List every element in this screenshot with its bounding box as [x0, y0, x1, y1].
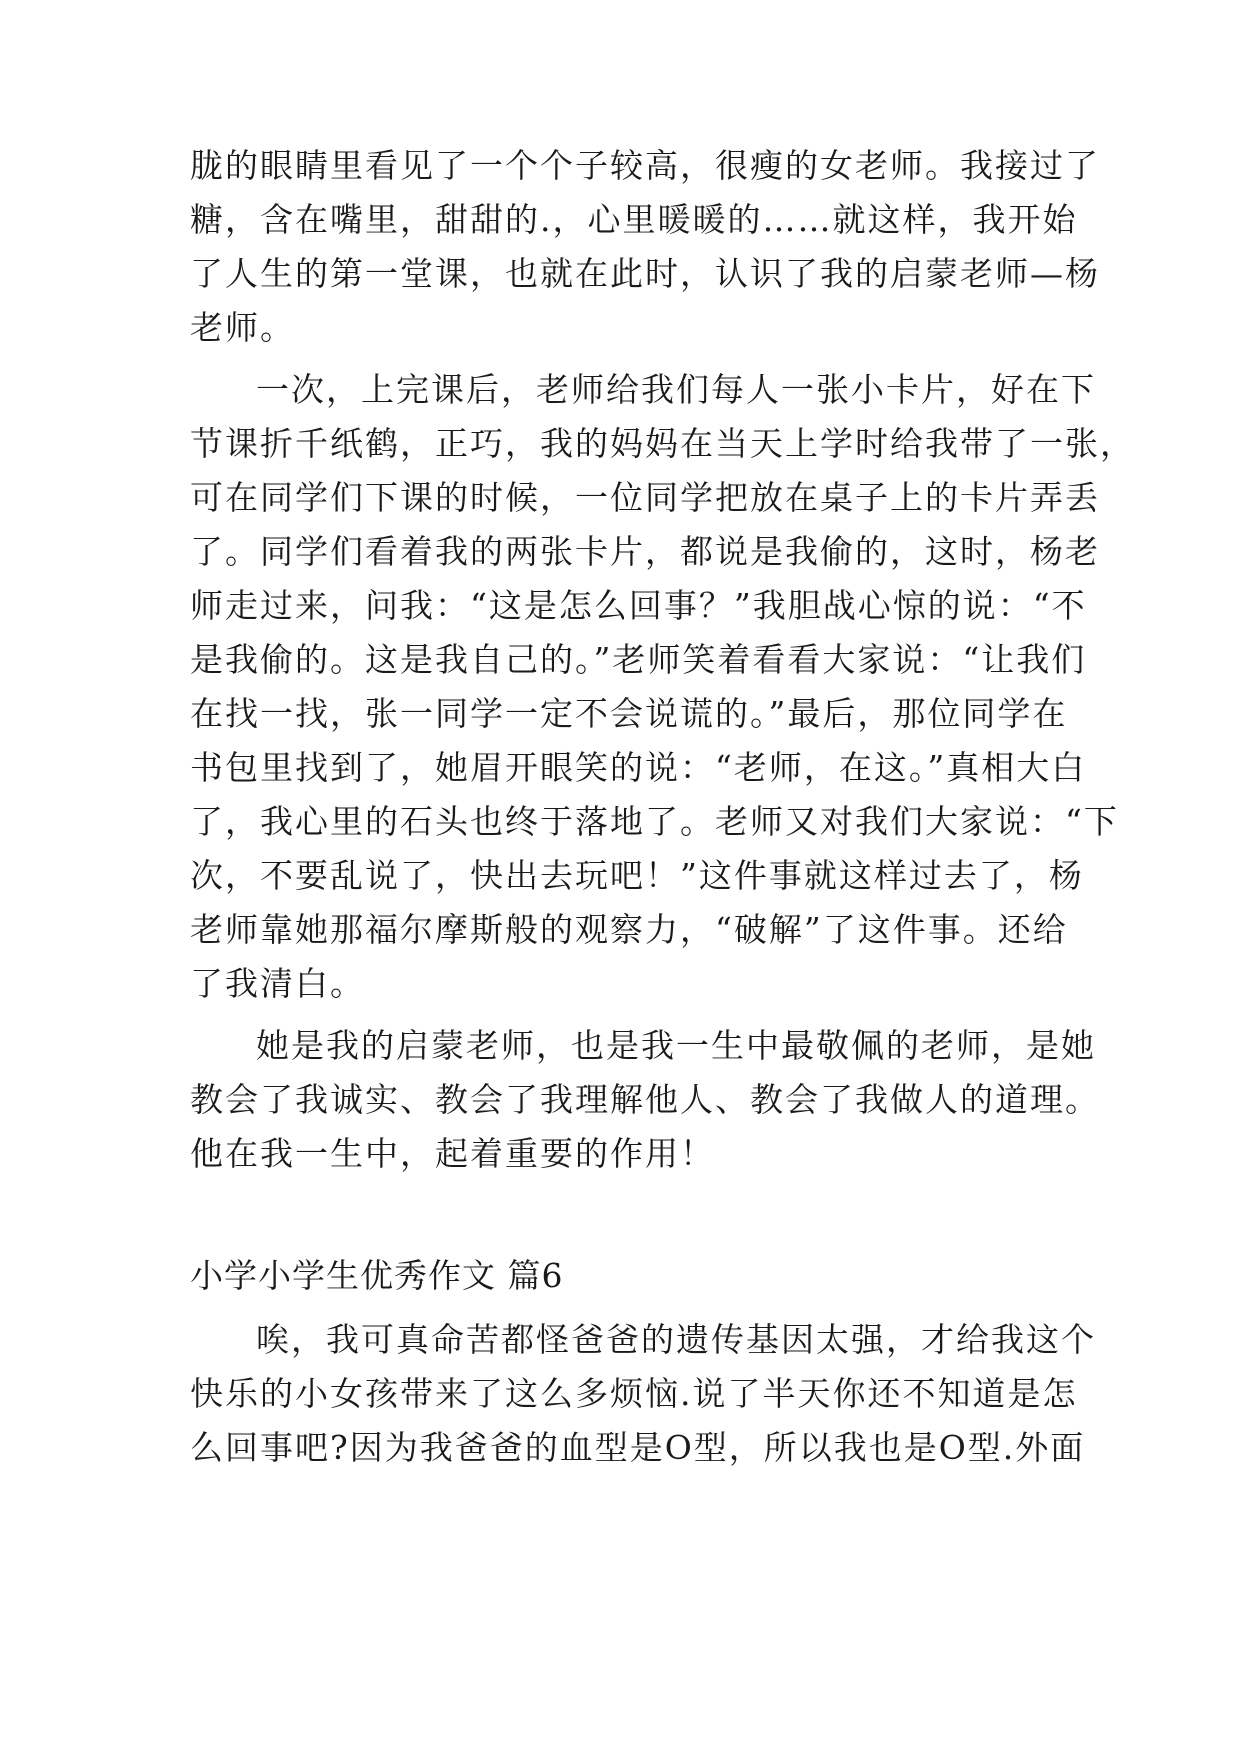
- paragraph-line: 么回事吧?因为我爸爸的血型是O型，所以我也是O型.外面: [190, 1428, 1086, 1467]
- paragraph-line: 快乐的小女孩带来了这么多烦恼.说了半天你还不知道是怎: [190, 1374, 1078, 1413]
- section-heading: 小学小学生优秀作文 篇6: [190, 1256, 564, 1295]
- paragraph-line: 了人生的第一堂课，也就在此时，认识了我的启蒙老师—杨: [190, 254, 1100, 293]
- paragraph-line: 书包里找到了，她眉开眼笑的说：“老师，在这。”真相大白: [190, 748, 1087, 787]
- paragraph-line: 一次，上完课后，老师给我们每人一张小卡片，好在下: [256, 370, 1096, 409]
- paragraph-line: 老师。: [190, 308, 295, 347]
- paragraph-line: 次，不要乱说了，快出去玩吧！”这件事就这样过去了，杨: [190, 856, 1084, 895]
- paragraph-line: 在找一找，张一同学一定不会说谎的。”最后，那位同学在: [190, 694, 1068, 733]
- paragraph-line: 可在同学们下课的时候，一位同学把放在桌子上的卡片弄丢: [190, 478, 1100, 517]
- paragraph-line: 了我清白。: [190, 964, 365, 1003]
- paragraph-line: 师走过来，问我：“这是怎么回事？”我胆战心惊的说：“不: [190, 586, 1087, 625]
- paragraph-line: 他在我一生中，起着重要的作用！: [190, 1134, 715, 1173]
- paragraph-line: 老师靠她那福尔摩斯般的观察力，“破解”了这件事。还给: [190, 910, 1068, 949]
- paragraph-line: 糖，含在嘴里，甜甜的.，心里暖暖的……就这样，我开始: [190, 200, 1078, 239]
- paragraph-line: 教会了我诚实、教会了我理解他人、教会了我做人的道理。: [190, 1080, 1100, 1119]
- paragraph-line: 了，我心里的石头也终于落地了。老师又对我们大家说：“下: [190, 802, 1119, 841]
- paragraph-line: 胧的眼睛里看见了一个个子较高，很瘦的女老师。我接过了: [190, 146, 1100, 185]
- paragraph-line: 节课折千纸鹤，正巧，我的妈妈在当天上学时给我带了一张，: [190, 424, 1135, 463]
- paragraph-line: 唉，我可真命苦都怪爸爸的遗传基因太强，才给我这个: [256, 1320, 1096, 1359]
- paragraph-line: 她是我的启蒙老师，也是我一生中最敬佩的老师，是她: [256, 1026, 1096, 1065]
- paragraph-line: 了。同学们看着我的两张卡片，都说是我偷的，这时，杨老: [190, 532, 1100, 571]
- paragraph-line: 是我偷的。这是我自己的。”老师笑着看看大家说：“让我们: [190, 640, 1087, 679]
